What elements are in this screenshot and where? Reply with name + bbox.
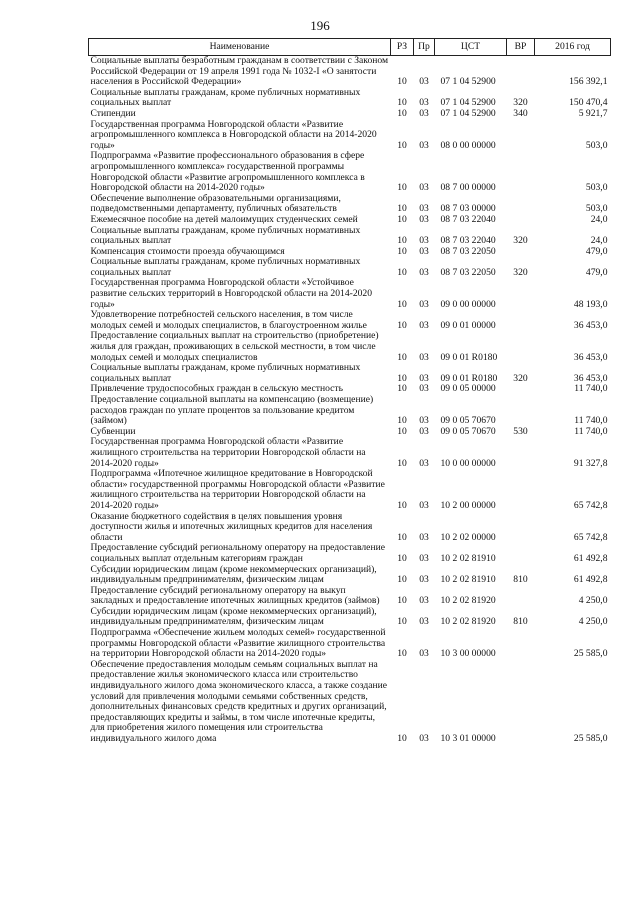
table-row	[89, 565, 611, 586]
cell-vr: 320	[513, 266, 528, 278]
table-row	[89, 88, 611, 109]
cell-pr: 03	[419, 648, 429, 660]
cell-amount: 156 392,1	[569, 76, 608, 88]
cell-name: Привлечение трудоспособных граждан в сельскую местность	[90, 383, 343, 395]
cell-amount: 4 250,0	[578, 616, 608, 628]
cell-amount: 503,0	[585, 182, 608, 194]
cell-amount: 503,0	[585, 139, 608, 151]
cell-vr	[507, 660, 535, 745]
header-name: Наименование	[89, 39, 391, 56]
cell-cst: 08 7 03 22040	[440, 213, 496, 225]
cell-amount: 150 470,4	[569, 97, 608, 109]
cell-vr	[507, 512, 535, 544]
cell-amount: 36 453,0	[573, 351, 608, 363]
table-row	[89, 56, 611, 88]
cell-rz: 10	[397, 425, 407, 437]
cell-vr: 810	[513, 616, 528, 628]
cell-name: Подпрограмма «Развитие профессионального образования в сфере агропромышленного комплекса» государственной программы Новгородской области «Развитие агропромышленного комплекса в Новгородской области на 2014-2020 годы»	[90, 150, 365, 194]
cell-rz: 10	[397, 298, 407, 310]
cell-pr: 03	[419, 552, 429, 564]
cell-cst: 08 7 03 22040	[440, 235, 496, 247]
table-row	[89, 543, 611, 564]
cell-pr: 03	[419, 235, 429, 247]
cell-pr: 03	[419, 182, 429, 194]
cell-pr: 03	[419, 298, 429, 310]
cell-pr: 03	[419, 76, 429, 88]
header-year: 2016 год	[535, 39, 611, 56]
cell-rz: 10	[397, 319, 407, 331]
cell-pr: 03	[419, 425, 429, 437]
cell-name: Социальные выплаты гражданам, кроме публичных нормативных социальных выплат	[90, 86, 361, 109]
cell-cst: 09 0 01 00000	[440, 319, 496, 331]
cell-name: Обеспечение предоставления молодым семьям социальных выплат на предоставление жилья экономического класса или строительство индивидуального жилого дома экономического класса, а также создание условий для привлечения молодыми семьями собственных средств, дополнительных финансовых средств кредитных и других организаций, предоставляющих кредиты и займы, в том числе ипотечные кредиты, для приобретения жилого помещения или строительства индивидуального жилого дома	[90, 658, 387, 744]
cell-vr	[507, 215, 535, 226]
cell-name: Государственная программа Новгородской области «Устойчивое развитие сельских территорий в Новгородской области на 2014-2020 годы»	[90, 277, 373, 310]
cell-cst: 10 2 02 81920	[440, 616, 496, 628]
cell-pr: 03	[419, 213, 429, 225]
cell-pr: 03	[419, 351, 429, 363]
cell-pr: 03	[419, 383, 429, 395]
cell-name: Государственная программа Новгородской области «Развитие жилищного строительства на территории Новгородской области на 2014-2020 годы»	[90, 436, 366, 469]
table-row	[89, 660, 611, 745]
cell-cst: 07 1 04 52900	[440, 97, 496, 109]
cell-name: Подпрограмма «Обеспечение жильем молодых семей» государственной программы Новгородской области «Развитие жилищного строительства на территории Новгородской области на 2014-2020 годы»	[90, 627, 386, 660]
cell-rz: 10	[397, 552, 407, 564]
cell-amount: 24,0	[590, 213, 608, 225]
cell-vr	[507, 395, 535, 427]
cell-cst: 09 0 05 70670	[440, 425, 496, 437]
table-row	[89, 512, 611, 544]
cell-rz: 10	[397, 97, 407, 109]
cell-rz: 10	[397, 213, 407, 225]
cell-cst: 10 3 00 00000	[440, 648, 496, 660]
table-row	[89, 120, 611, 152]
cell-vr: 320	[513, 372, 528, 384]
cell-rz: 10	[397, 351, 407, 363]
cell-pr: 03	[419, 595, 429, 607]
cell-amount: 36 453,0	[573, 372, 608, 384]
cell-vr	[507, 310, 535, 331]
header-pr: Пр	[414, 39, 435, 56]
cell-rz: 10	[397, 574, 407, 586]
table-body	[89, 56, 611, 745]
cell-cst: 08 7 00 00000	[440, 182, 496, 194]
cell-amount: 65 742,8	[573, 531, 608, 543]
cell-amount: 5 921,7	[578, 107, 608, 119]
cell-pr: 03	[419, 531, 429, 543]
cell-pr: 03	[419, 266, 429, 278]
cell-vr	[507, 469, 535, 511]
cell-name: Обеспечение выполнение образовательными организациями, подведомственными департаменту, публичных обязательств	[90, 192, 341, 215]
cell-cst: 10 2 00 00000	[440, 499, 496, 511]
table-row	[89, 628, 611, 660]
cell-name: Предоставление субсидий региональному оператору на выкуп закладных и предоставление ипотечных жилищных кредитов (займов)	[90, 584, 380, 607]
cell-rz: 10	[397, 457, 407, 469]
cell-cst: 09 0 05 70670	[440, 415, 496, 427]
cell-rz: 10	[397, 266, 407, 278]
cell-amount: 24,0	[590, 235, 608, 247]
cell-rz: 10	[397, 415, 407, 427]
cell-amount: 65 742,8	[573, 499, 608, 511]
cell-cst: 10 3 01 00000	[440, 733, 496, 744]
cell-name: Государственная программа Новгородской области «Развитие агропромышленного комплекса в Новгородской области на 2014-2020 годы»	[90, 118, 377, 151]
cell-cst: 08 0 00 00000	[440, 139, 496, 151]
cell-name: Оказание бюджетного содействия в целях повышения уровня доступности жилья и ипотечных жилищных кредитов для населения области	[90, 510, 373, 543]
cell-pr: 03	[419, 499, 429, 511]
table-row	[89, 607, 611, 628]
cell-amount: 61 492,8	[573, 552, 608, 564]
table-row	[89, 194, 611, 215]
table-row	[89, 310, 611, 331]
table-row	[89, 109, 611, 120]
cell-vr	[507, 628, 535, 660]
cell-amount: 503,0	[585, 203, 608, 215]
cell-rz: 10	[397, 235, 407, 247]
cell-amount: 91 327,8	[573, 457, 608, 469]
cell-cst: 10 0 00 00000	[440, 457, 496, 469]
cell-name: Предоставление социальных выплат на строительство (приобретение) жилья для граждан, проживающих в сельской местности, в том числе молодых семей и молодых специалистов	[90, 330, 379, 363]
cell-name: Социальные выплаты гражданам, кроме публичных нормативных социальных выплат	[90, 256, 361, 278]
cell-name: Подпрограмма «Ипотечное жилищное кредитование в Новгородской области» государственной программы Новгородской области «Развитие жилищного строительства на территории Новгородской области на 2014-2020 годы»	[90, 468, 385, 511]
cell-rz: 10	[397, 531, 407, 543]
table-row	[89, 395, 611, 427]
cell-cst: 09 0 01 R0180	[440, 351, 498, 363]
cell-cst: 09 0 05 00000	[440, 383, 496, 395]
cell-amount: 11 740,0	[574, 415, 608, 427]
table-row	[89, 469, 611, 511]
cell-rz: 10	[397, 107, 407, 119]
cell-rz: 10	[397, 203, 407, 215]
cell-amount: 25 585,0	[573, 733, 608, 744]
cell-pr: 03	[419, 372, 429, 384]
budget-table	[88, 38, 611, 745]
table-row	[89, 257, 611, 278]
cell-name: Стипендии	[90, 107, 136, 119]
cell-pr: 03	[419, 574, 429, 586]
cell-rz: 10	[397, 139, 407, 151]
header-rz: РЗ	[391, 39, 414, 56]
table-row	[89, 215, 611, 226]
cell-name: Ежемесячное пособие на детей малоимущих студенческих семей	[90, 213, 358, 225]
cell-pr: 03	[419, 415, 429, 427]
cell-vr	[507, 437, 535, 469]
cell-vr	[507, 331, 535, 363]
table-row	[89, 278, 611, 310]
cell-vr: 530	[513, 425, 528, 437]
cell-rz: 10	[397, 648, 407, 660]
cell-vr	[507, 247, 535, 258]
cell-vr	[507, 543, 535, 564]
cell-amount: 48 193,0	[573, 298, 608, 310]
cell-pr: 03	[419, 203, 429, 215]
cell-cst: 08 7 03 22050	[440, 245, 496, 257]
cell-pr: 03	[419, 733, 429, 744]
header-vr: ВР	[507, 39, 535, 56]
cell-name: Субсидии юридическим лицам (кроме некоммерческих организаций), индивидуальным предпринимателям, физическим лицам	[90, 605, 377, 628]
cell-amount: 4 250,0	[578, 595, 608, 607]
table-row	[89, 363, 611, 384]
cell-pr: 03	[419, 139, 429, 151]
cell-rz: 10	[397, 499, 407, 511]
cell-cst: 10 2 02 81910	[440, 574, 496, 586]
cell-rz: 10	[397, 595, 407, 607]
cell-amount: 11 740,0	[574, 383, 608, 395]
cell-vr: 340	[513, 107, 528, 119]
cell-pr: 03	[419, 457, 429, 469]
cell-amount: 11 740,0	[574, 425, 608, 437]
cell-cst: 10 2 02 00000	[440, 531, 496, 543]
cell-cst: 07 1 04 52900	[440, 76, 496, 88]
cell-rz: 10	[397, 616, 407, 628]
cell-name: Компенсация стоимости проезда обучающимся	[90, 245, 285, 257]
cell-vr	[507, 56, 535, 88]
cell-cst: 07 1 04 52900	[440, 107, 496, 119]
table-row	[89, 586, 611, 607]
cell-cst: 09 0 01 R0180	[440, 372, 498, 384]
header-cst: ЦСТ	[435, 39, 507, 56]
cell-cst: 10 2 02 81920	[440, 595, 496, 607]
cell-vr: 320	[513, 235, 528, 247]
cell-cst: 08 7 03 00000	[440, 203, 496, 215]
cell-name: Удовлетворение потребностей сельского населения, в том числе молодых семей и молодых специалистов, в благоустроенном жилье	[90, 309, 367, 331]
cell-name: Субвенции	[90, 425, 136, 437]
cell-pr: 03	[419, 616, 429, 628]
table-row	[89, 331, 611, 363]
cell-rz: 10	[397, 182, 407, 194]
cell-vr	[507, 120, 535, 152]
cell-amount: 25 585,0	[573, 648, 608, 660]
cell-rz: 10	[397, 76, 407, 88]
cell-rz: 10	[397, 383, 407, 395]
cell-name: Предоставление социальной выплаты на компенсацию (возмещение) расходов граждан по уплате процентов за пользование кредитом (займом)	[90, 394, 374, 427]
cell-vr	[507, 151, 535, 193]
cell-pr: 03	[419, 319, 429, 331]
cell-amount: 479,0	[585, 266, 608, 278]
cell-vr	[507, 278, 535, 310]
cell-pr: 03	[419, 97, 429, 109]
cell-vr: 320	[513, 97, 528, 109]
cell-amount: 36 453,0	[573, 319, 608, 331]
cell-rz: 10	[397, 372, 407, 384]
cell-name: Социальные выплаты безработным гражданам в соответствии с Законом Российской Федерации от 19 апреля 1991 года № 1032-I «О занятости населения в Российской Федерации»	[90, 55, 389, 88]
cell-pr: 03	[419, 107, 429, 119]
cell-vr	[507, 384, 535, 395]
cell-cst: 08 7 03 22050	[440, 266, 496, 278]
cell-name: Предоставление субсидий региональному оператору на предоставление социальных выплат отдельным категориям граждан	[90, 542, 385, 564]
table-row	[89, 151, 611, 193]
cell-amount: 479,0	[585, 245, 608, 257]
cell-vr	[507, 586, 535, 607]
cell-cst: 09 0 00 00000	[440, 298, 496, 310]
cell-name: Социальные выплаты гражданам, кроме публичных нормативных социальных выплат	[90, 362, 361, 384]
cell-vr: 810	[513, 574, 528, 586]
cell-name: Субсидии юридическим лицам (кроме некоммерческих организаций), индивидуальным предпринимателям, физическим лицам	[90, 563, 377, 586]
cell-cst: 10 2 02 81910	[440, 552, 496, 564]
cell-amount: 61 492,8	[573, 574, 608, 586]
page-number: 196	[310, 18, 330, 33]
table-row	[89, 437, 611, 469]
cell-name: Социальные выплаты гражданам, кроме публичных нормативных социальных выплат	[90, 224, 361, 247]
cell-vr	[507, 194, 535, 215]
cell-rz: 10	[397, 245, 407, 257]
table-row	[89, 226, 611, 247]
cell-rz: 10	[397, 733, 407, 744]
table-header-row	[89, 39, 611, 56]
cell-pr: 03	[419, 245, 429, 257]
